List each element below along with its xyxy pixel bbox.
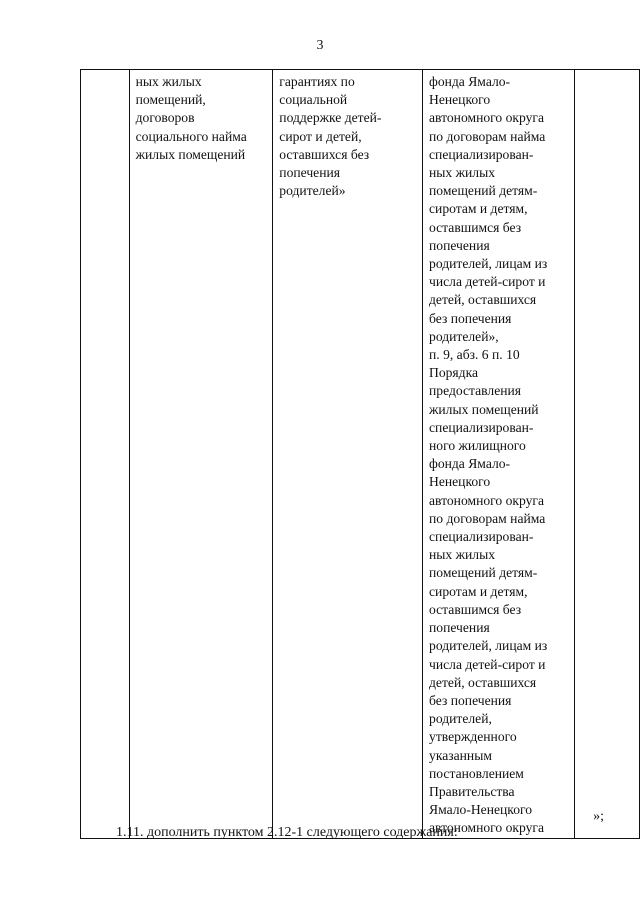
table-cell-col4 [574,70,639,839]
document-table [80,69,640,839]
table-cell-col3: фонда Ямало- Ненецкого автономного округа по договорам найма специализирован- ных жилых помещений детям- сиротам и детям, оставшимся без попечения родителей, лицам из числа детей-сирот и детей, оставшихся без попечения родителей», п. 9, абз. 6 п. 10 Порядка предоставления жилых помещений специализирован- ного жилищного фонда Ямало- Ненецкого автономного округа по договорам найма специализирован- ных жилых помещений детям- сиротам и детям, оставшимся без попечения родителей, лицам из числа детей-сирот и детей, оставшихся без попечения родителей, утвержденного указанным постановлением Правительства Ямало-Ненецкого автономного округа [423,70,575,839]
table-cell-col2: гарантиях по социальной поддержке детей- сирот и детей, оставшихся без попечения родителей» [273,70,423,839]
page-number: 3 [316,38,324,53]
table-cell-col1: ных жилых помещений, договоров социального найма жилых помещений [129,70,273,839]
clause-paragraph: 1.11. дополнить пунктом 2.12-1 следующего содержания: [116,825,458,840]
closing-quote: »; [593,809,604,824]
table-row [81,70,640,839]
table-cell-col0 [81,70,130,839]
